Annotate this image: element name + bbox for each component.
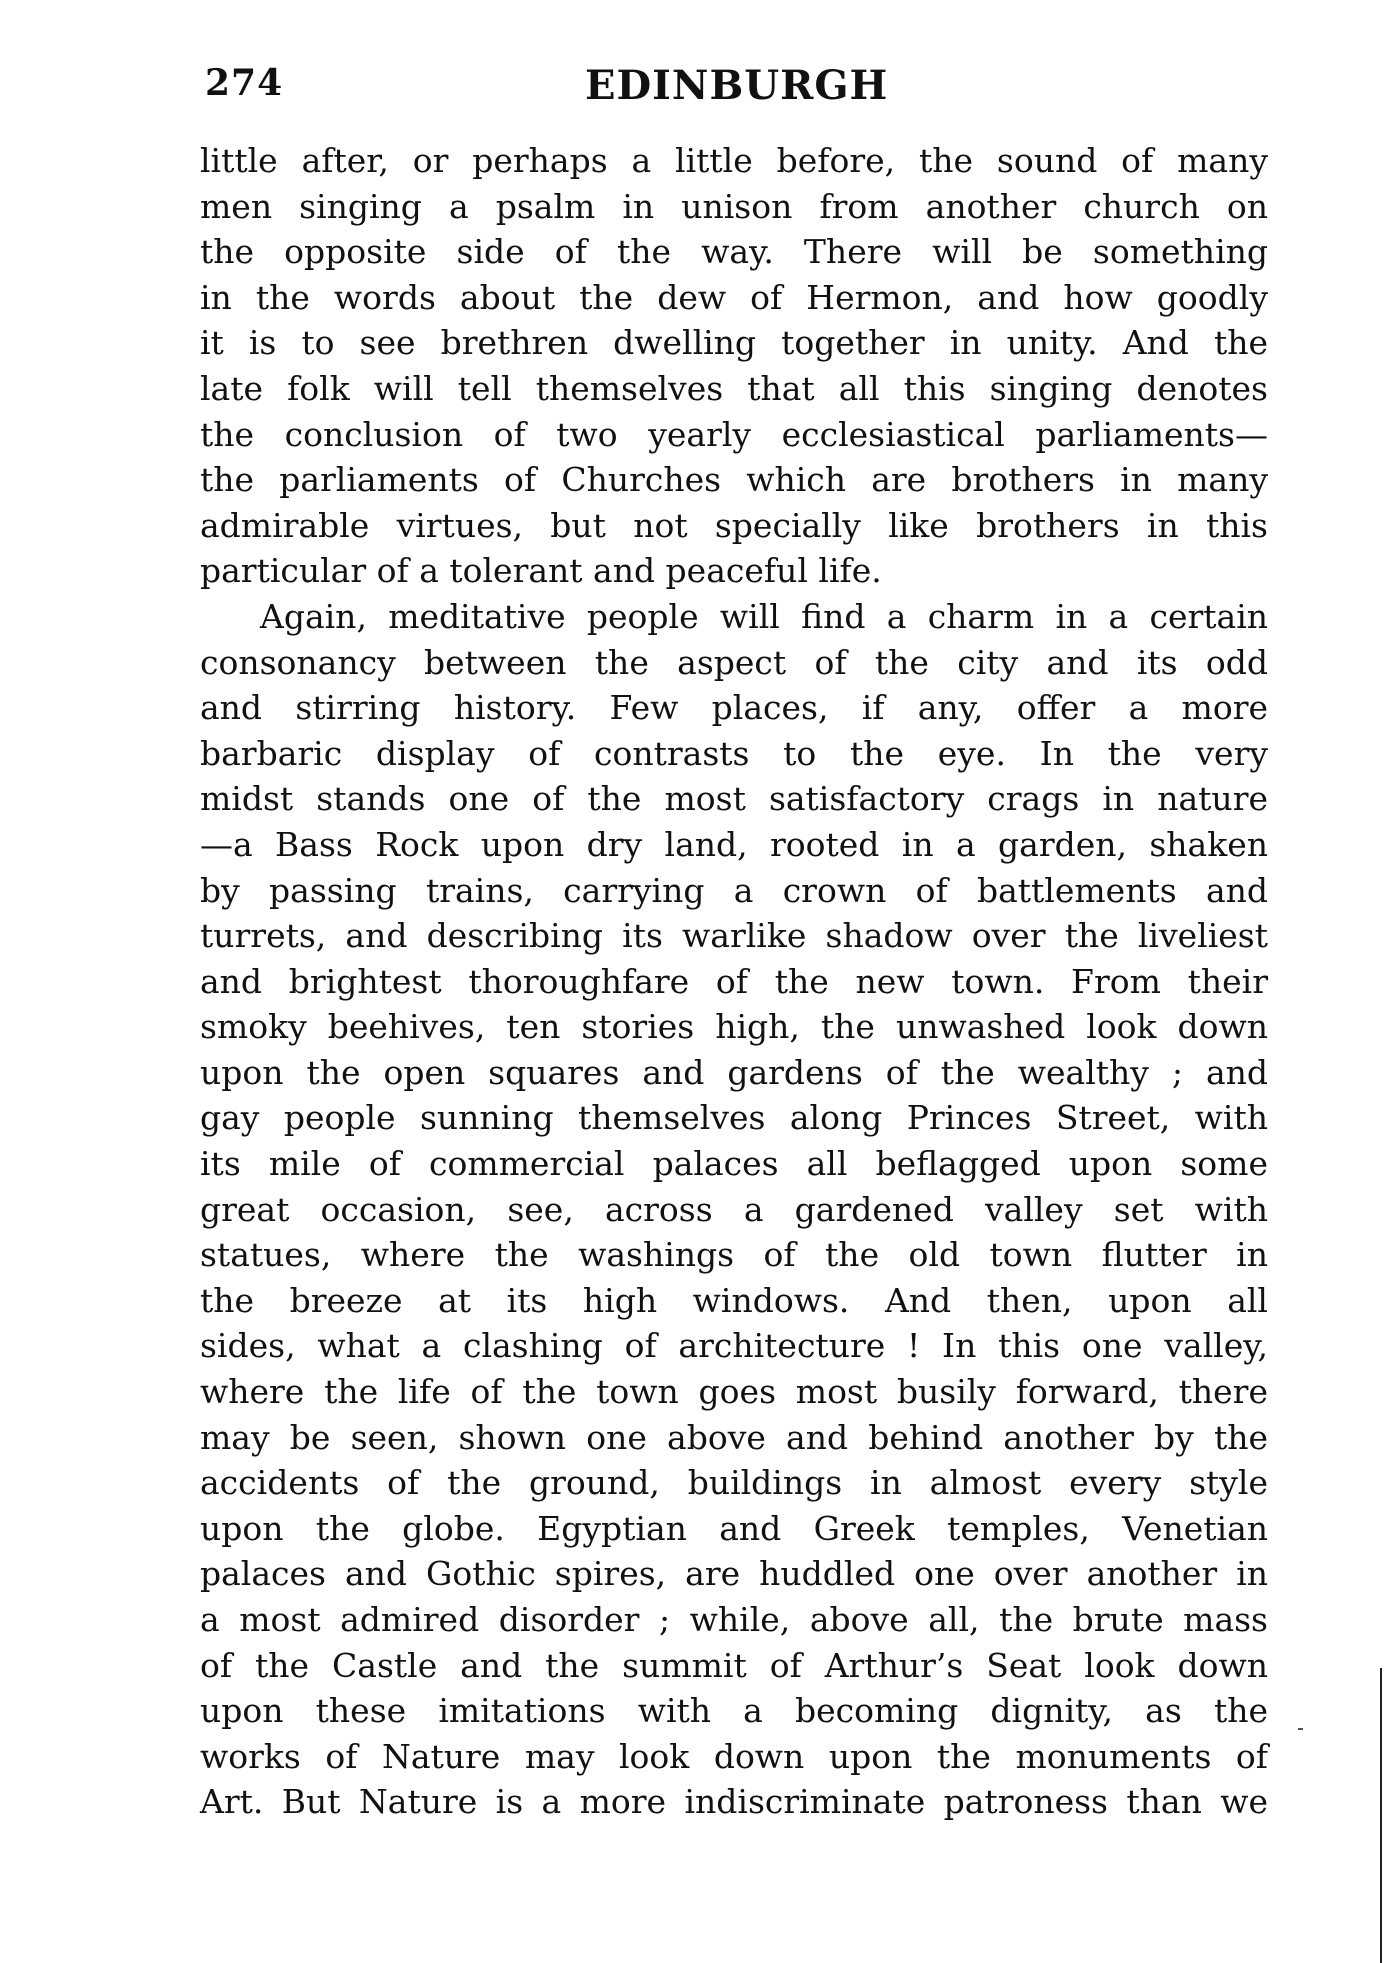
text-line: late folk will tell themselves that all this singing denotes	[200, 368, 1268, 408]
paragraph-1	[200, 138, 1268, 594]
page-header	[205, 62, 1265, 112]
text-line: Again, meditative people will find a charm in a certain	[260, 596, 1268, 636]
text-line: the breeze at its high windows. And then, upon all	[200, 1280, 1268, 1320]
text-line: Art. But Nature is a more indiscriminate patroness than we	[200, 1782, 1268, 1822]
body-text	[200, 138, 1268, 1825]
text-line: its mile of commercial palaces all beflagged upon some	[200, 1144, 1268, 1184]
paragraph-2	[200, 594, 1268, 1825]
text-line: midst stands one of the most satisfactory crags in nature	[200, 779, 1268, 819]
page-number: 274	[205, 62, 284, 104]
text-line: in the words about the dew of Hermon, and how goodly	[200, 277, 1268, 317]
text-line: works of Nature may look down upon the monuments of	[200, 1736, 1268, 1776]
text-line: —a Bass Rock upon dry land, rooted in a garden, shaken	[200, 824, 1268, 864]
text-line: upon the globe. Egyptian and Greek temples, Venetian	[200, 1508, 1268, 1548]
scan-speck	[1298, 1728, 1303, 1730]
text-line: the conclusion of two yearly ecclesiastical parliaments—	[200, 414, 1268, 454]
text-line: and stirring history. Few places, if any, offer a more	[200, 688, 1268, 728]
text-line: consonancy between the aspect of the city and its odd	[200, 642, 1268, 682]
text-line: little after, or perhaps a little before, the sound of many	[200, 141, 1268, 180]
text-line: statues, where the washings of the old town flutter in	[200, 1235, 1268, 1275]
text-line: turrets, and describing its warlike shadow over the liveliest	[200, 916, 1268, 956]
text-line: accidents of the ground, buildings in almost every style	[200, 1463, 1268, 1503]
text-line: sides, what a clashing of architecture ! In this one valley,	[200, 1326, 1268, 1366]
text-line: admirable virtues, but not specially like brothers in this	[200, 505, 1268, 545]
text-line: gay people sunning themselves along Princes Street, with	[200, 1098, 1268, 1138]
text-line: of the Castle and the summit of Arthur’s Seat look down	[200, 1645, 1268, 1685]
text-line: where the life of the town goes most busily forward, there	[200, 1372, 1268, 1412]
text-line: palaces and Gothic spires, are huddled one over another in	[200, 1554, 1268, 1594]
text-line: upon these imitations with a becoming dignity, as the	[200, 1691, 1268, 1731]
text-line: and brightest thoroughfare of the new town. From their	[200, 961, 1268, 1001]
text-line: smoky beehives, ten stories high, the unwashed look down	[200, 1007, 1268, 1047]
text-line: the opposite side of the way. There will be something	[200, 232, 1268, 272]
text-line: barbaric display of contrasts to the eye. In the very	[200, 733, 1268, 773]
text-line: by passing trains, carrying a crown of battlements and	[200, 870, 1268, 910]
text-line: men singing a psalm in unison from another church on	[200, 186, 1268, 226]
text-line: it is to see brethren dwelling together in unity. And the	[200, 323, 1268, 363]
page-edge-line	[1380, 1668, 1382, 1963]
text-line: a most admired disorder ; while, above all, the brute mass	[200, 1600, 1268, 1639]
text-line: may be seen, shown one above and behind another by the	[200, 1417, 1268, 1457]
text-line: the parliaments of Churches which are brothers in many	[200, 460, 1268, 500]
running-head: EDINBURGH	[585, 62, 889, 109]
text-line: particular of a tolerant and peaceful life.	[200, 551, 882, 591]
text-line: upon the open squares and gardens of the wealthy ; and	[200, 1052, 1268, 1092]
text-line: great occasion, see, across a gardened valley set with	[200, 1189, 1268, 1229]
